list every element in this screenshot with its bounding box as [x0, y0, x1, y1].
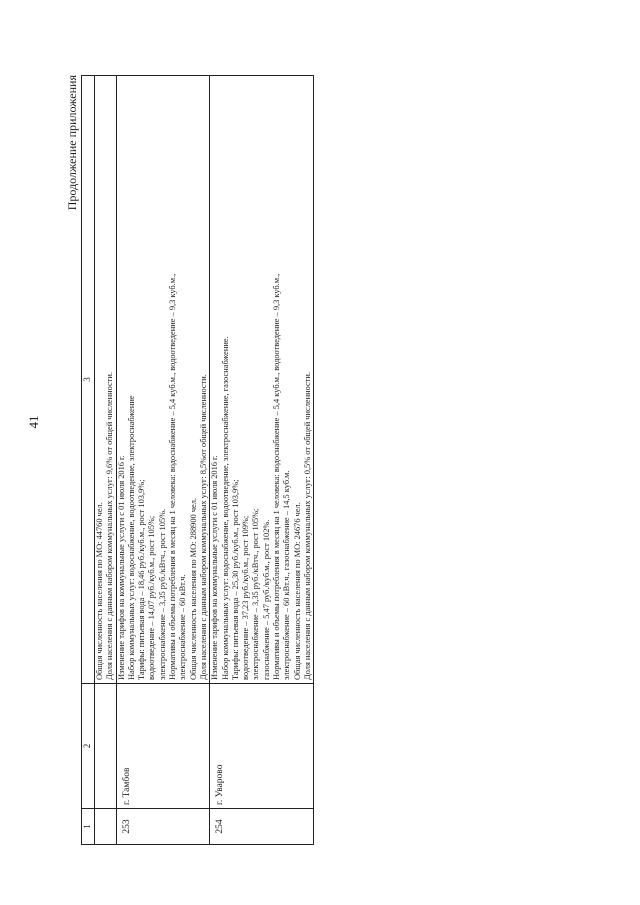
detail-line: Нормативы и объемы потребления в месяц на 1 человека: водоснабжение – 5,4 куб.м., водоотведение – 9,3 куб.м.,: [272, 273, 282, 680]
detail-line: Доля населения с данным набором коммунальных услуг: 8,5%от общей численности.: [198, 374, 208, 680]
header-col-2: 2: [82, 684, 95, 809]
detail-line: водоотведение – 14,07 руб./куб.м., рост 105%;: [147, 515, 157, 680]
detail-line: электроснабжение – 3,35 руб./кВтч., рост 105%.: [157, 508, 167, 680]
detail-line: Тарифы: питьевая вода – 25,30 руб./куб.м., рост 103,9%;: [230, 479, 240, 680]
detail-line: водоотведение – 37,23 руб./куб.м., рост 109%;: [241, 515, 251, 680]
detail-line: Общая численность населения по МО: 24676 чел.: [292, 502, 302, 680]
detail-line: Изменение тарифов на коммунальные услуги с 01 июля 2016 г.: [210, 455, 220, 680]
detail-line: Тарифы: питьевая вода – 18,46 руб./куб.м., рост 103,9%;: [137, 479, 147, 680]
detail-line: электроснабжение – 60 кВт.ч.: [178, 574, 188, 680]
detail-line: электроснабжение – 60 кВт.ч., газоснабжение – 14,5 куб.м.: [282, 470, 292, 680]
cell-details: [95, 76, 117, 684]
detail-line: Общая численность населения по МО: 288900 чел.: [188, 497, 198, 680]
cell-num: 254: [210, 809, 314, 845]
detail-line: Набор коммунальных услуг: водоснабжение, водоотведение, электроснабжение: [126, 395, 136, 680]
continuation-caption: Продолжение приложения: [65, 75, 79, 211]
cell-details: [116, 76, 210, 684]
rotated-page-content: [64, 75, 364, 845]
cell-name: [95, 684, 117, 809]
header-col-1: 1: [82, 809, 95, 845]
detail-line: Доля населения с данным набором коммунальных услуг: 0,5% от общей численности.: [302, 372, 312, 680]
table-row: [210, 76, 314, 845]
detail-line: Набор коммунальных услуг: водоснабжение, водоотведение, электроснабжение, газоснабжение.: [220, 336, 230, 680]
detail-line: газоснабжение – 5,47 руб./куб.м., рост 102%.: [261, 519, 271, 680]
table-row: [116, 76, 210, 845]
cell-num: [95, 809, 117, 845]
cell-name: г. Уварово: [210, 684, 314, 809]
detail-line: Нормативы и объемы потребления в месяц на 1 человека: водоснабжение – 5,4 куб.м., водоотведение – 9,3 куб.м.,: [168, 273, 178, 680]
header-col-3: 3: [82, 76, 95, 684]
detail-line: Изменение тарифов на коммунальные услуги с 01 июля 2016 г.: [116, 455, 126, 680]
page-number: 41: [26, 415, 41, 429]
detail-line: Общая численность населения по МО: 44760 чел.: [95, 502, 104, 680]
detail-line: электроснабжение – 3,35 руб./кВтч., рост 105%;: [251, 508, 261, 680]
cell-num: 253: [116, 809, 210, 845]
tariff-table: [81, 75, 314, 845]
table-row-continued: [95, 76, 117, 845]
cell-details: [210, 76, 314, 684]
cell-name: г. Тамбов: [116, 684, 210, 809]
table-header-row: [82, 76, 95, 845]
detail-line: Доля населения с данным набором коммунальных услуг: 9,6% от общей численности.: [105, 372, 115, 680]
